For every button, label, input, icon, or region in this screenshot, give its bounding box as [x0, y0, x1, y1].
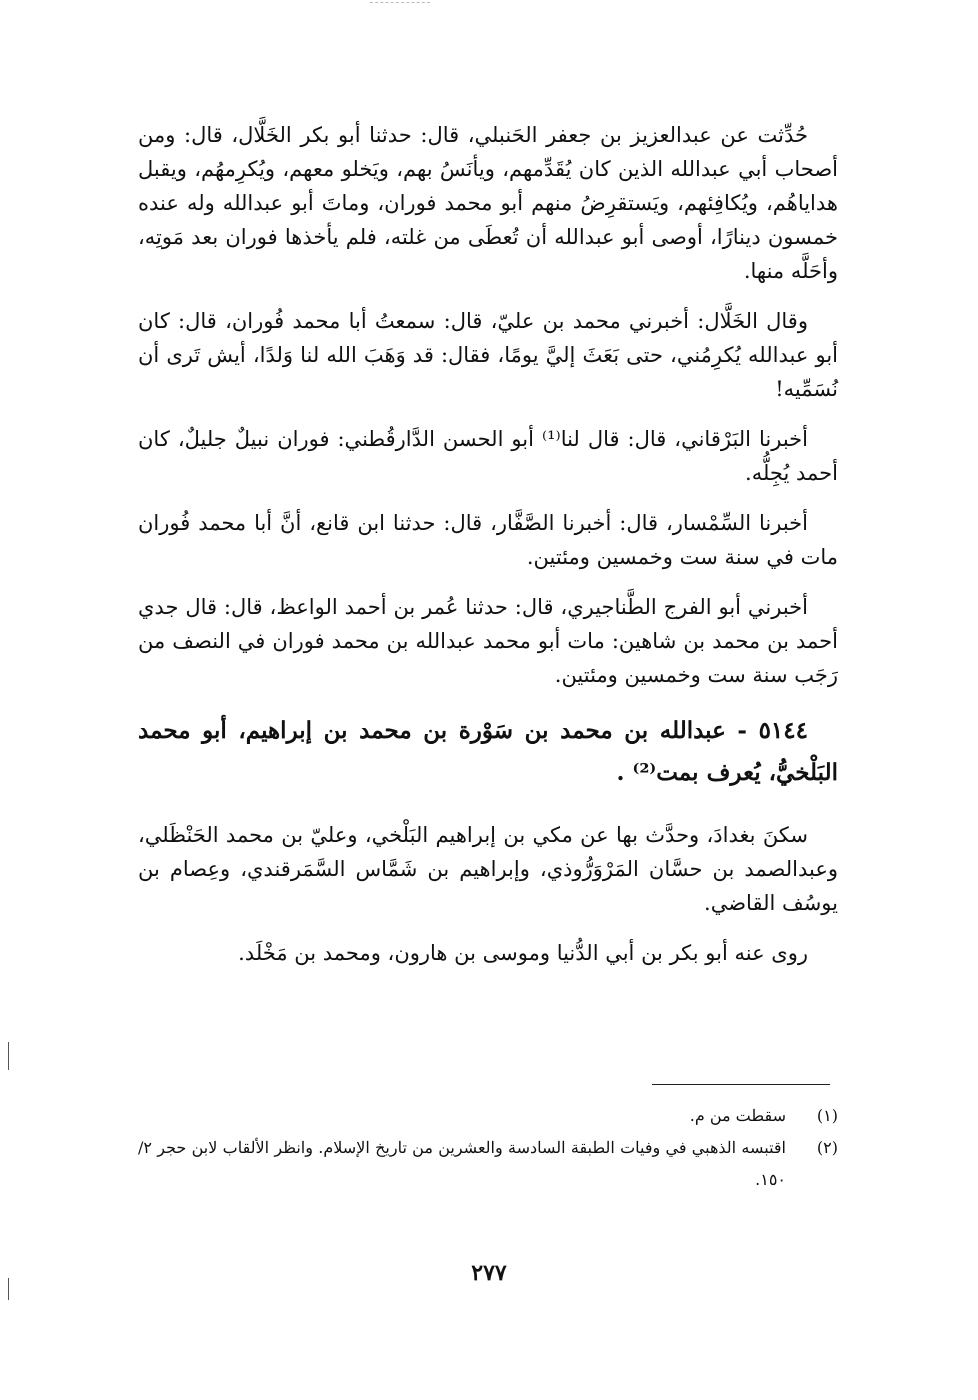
- paragraph-2: وقال الخَلَّال: أخبرني محمد بن عليّ، قال: سمعتُ أبا محمد فُوران، قال: كان أبو عبدالله يُكرِمُني، حتى بَعَثَ إليَّ يومًا، فقال: قد وَهَبَ الله لنا وَلدًا، أيش تَرى أن نُسَمِّيه!: [138, 309, 838, 401]
- paragraph-4: أخبرنا السِّمْسار، قال: أخبرنا الصَّفَّار، قال: حدثنا ابن قانع، أنَّ أبا محمد فُوران مات في سنة ست وخمسين ومئتين.: [138, 511, 838, 569]
- paragraph-3: أخبرنا البَرْقاني، قال: قال لنا⁽¹⁾ أبو الحسن الدَّارقُطني: فوران نبيلٌ جليلٌ، كان أحمد يُجِلُّه.: [138, 427, 838, 485]
- footnote-divider: [652, 1084, 830, 1085]
- footnote-number: (٢): [816, 1138, 838, 1157]
- margin-tick: [8, 1042, 9, 1070]
- footnote-number: (١): [816, 1106, 838, 1125]
- scan-top-mark: [370, 2, 430, 6]
- footnote-text: اقتبسه الذهبي في وفيات الطبقة السادسة والعشرين من تاريخ الإسلام. وانظر الألقاب لابن حجر ٢/ ١٥٠.: [138, 1138, 787, 1189]
- page-number: ٢٧٧: [471, 1260, 507, 1286]
- entry-heading: ٥١٤٤ - عبدالله بن محمد بن سَوْرة بن محمد بن إبراهيم، أبو محمد البَلْخيُّ، يُعرف بمت⁽²⁾ .: [138, 717, 838, 786]
- margin-tick: [8, 1278, 9, 1300]
- main-text: [138, 118, 838, 970]
- paragraph-7: روى عنه أبو بكر بن أبي الدُّنيا وموسى بن هارون، ومحمد بن مَخْلَد.: [238, 941, 808, 965]
- paragraph-5: أخبرني أبو الفرج الطَّناجيري، قال: حدثنا عُمر بن أحمد الواعظ، قال: قال جدي أحمد بن محمد بن شاهين: مات أبو محمد عبدالله بن محمد فوران في النصف من رَجَب سنة ست وخمسين ومئتين.: [138, 595, 838, 687]
- footnote-2: [138, 1132, 838, 1196]
- footnote-1: [138, 1100, 838, 1132]
- footnotes: [138, 1100, 838, 1196]
- paragraph-1: حُدِّثت عن عبدالعزيز بن جعفر الحَنبلي، قال: حدثنا أبو بكر الخَلَّال، قال: ومن أصحاب أبي عبدالله الذين كان يُقَدِّمهم، ويأنَسُ بهم، ويَخلو معهم، ويُكرِمهُم، ويقبل هداياهُم، ويُكافِئهم، ويَستقرِضُ منهم أبو محمد فوران، وماتَ أبو عبدالله وله عنده خمسون دينارًا، أوصى أبو عبدالله أن تُعطَى من غلته، فلم يأخذها فوران بعد مَوتِه، وأحَلَّه منها.: [138, 123, 838, 283]
- footnote-text: سقطت من م.: [689, 1106, 786, 1125]
- paragraph-6: سكنَ بغدادَ، وحدَّث بها عن مكي بن إبراهيم البَلْخي، وعليّ بن محمد الحَنْظَلي، وعبدالصمد بن حسَّان المَرْوَرُّوذي، وإبراهيم بن شَمَّاس السَّمَرقندي، وعِصام بن يوسُف القاضي.: [138, 823, 838, 915]
